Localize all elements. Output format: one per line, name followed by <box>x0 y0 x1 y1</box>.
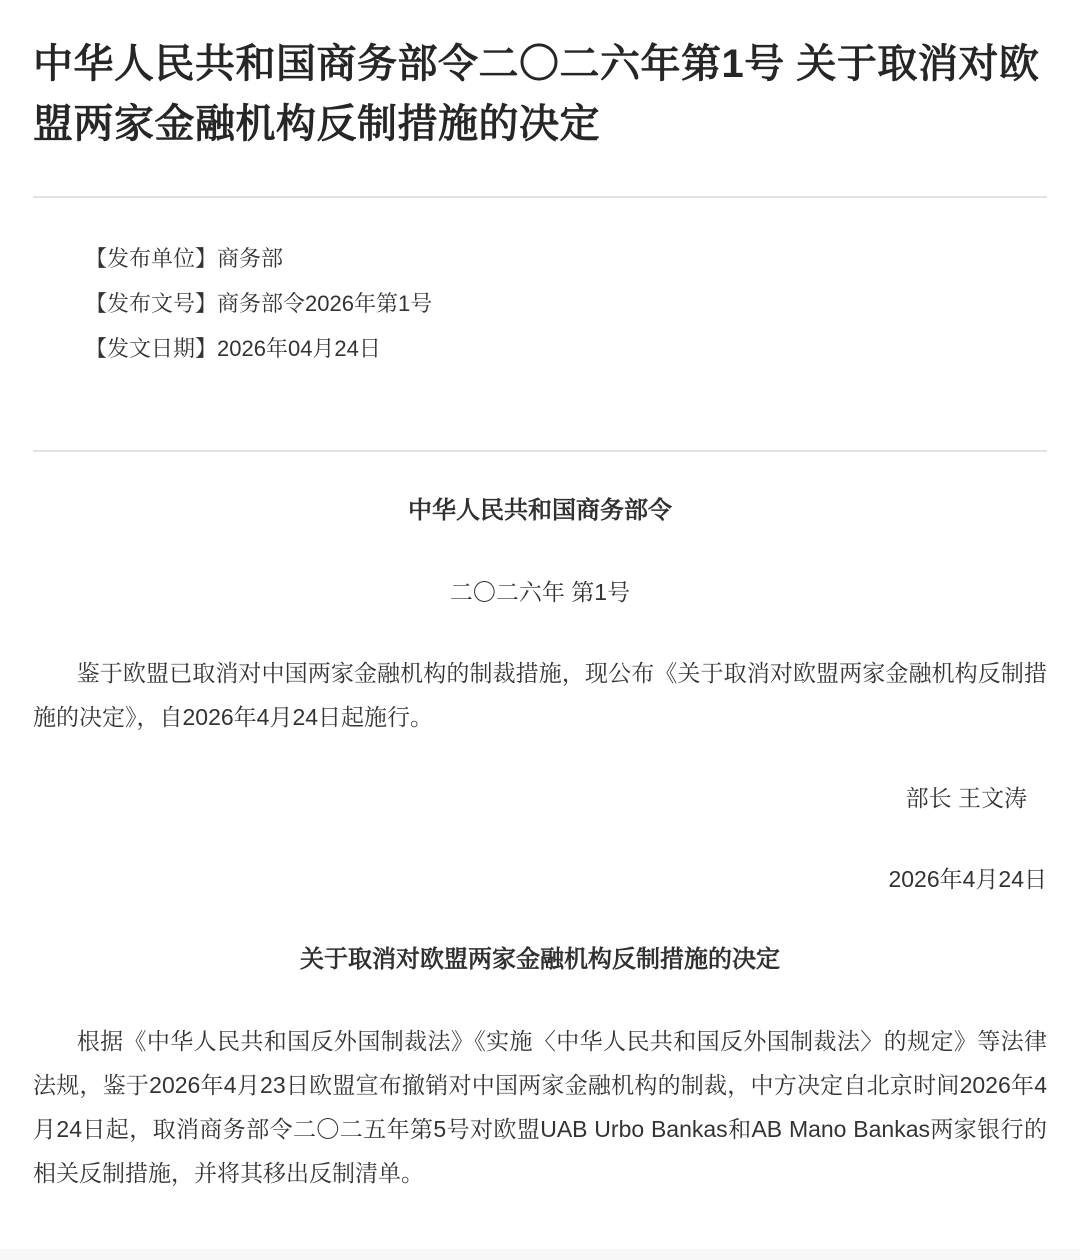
decision-body: 根据《中华人民共和国反外国制裁法》《实施〈中华人民共和国反外国制裁法〉的规定》等法律法规，鉴于2026年4月23日欧盟宣布撤销对中国两家金融机构的制裁，中方决定自北京时间2026年4月24日起，取消商务部令二〇二五年第5号对欧盟UAB Urbo Bankas和AB Mano Bankas两家银行的相关反制措施，并将其移出反制清单。 <box>33 1028 1047 1186</box>
title-divider <box>33 196 1047 198</box>
decree-body <box>33 489 1047 1195</box>
meta-block <box>85 236 1047 371</box>
meta-line-issuer <box>85 236 1047 281</box>
meta-doc-number-value: 商务部令2026年第1号 <box>217 291 433 316</box>
decree-paragraph: 鉴于欧盟已取消对中国两家金融机构的制裁措施，现公布《关于取消对欧盟两家金融机构反制措施的决定》，自2026年4月24日起施行。 <box>33 660 1047 730</box>
meta-line-issue-date <box>85 326 1047 371</box>
meta-divider <box>33 450 1047 452</box>
decree-number-line: 二〇二六年 第1号 <box>449 579 631 605</box>
page-title: 中华人民共和国商务部令二〇二六年第1号 关于取消对欧盟两家金融机构反制措施的决定 <box>33 42 1040 146</box>
decree-heading: 中华人民共和国商务部令 <box>408 497 672 524</box>
meta-issue-date-value: 2026年04月24日 <box>217 336 381 361</box>
article-content <box>0 34 1080 1195</box>
meta-doc-number-label: 【发布文号】 <box>85 291 218 316</box>
footer-strip <box>0 1249 1080 1260</box>
meta-line-doc-number <box>85 281 1047 326</box>
article-page <box>0 34 1080 1195</box>
decree-signature: 部长 王文涛 <box>905 785 1027 811</box>
decree-date: 2026年4月24日 <box>888 866 1047 892</box>
meta-issue-date-label: 【发文日期】 <box>85 336 218 361</box>
decision-title: 关于取消对欧盟两家金融机构反制措施的决定 <box>300 946 780 973</box>
meta-issuer-label: 【发布单位】 <box>85 246 218 271</box>
meta-issuer-value: 商务部 <box>217 246 284 271</box>
